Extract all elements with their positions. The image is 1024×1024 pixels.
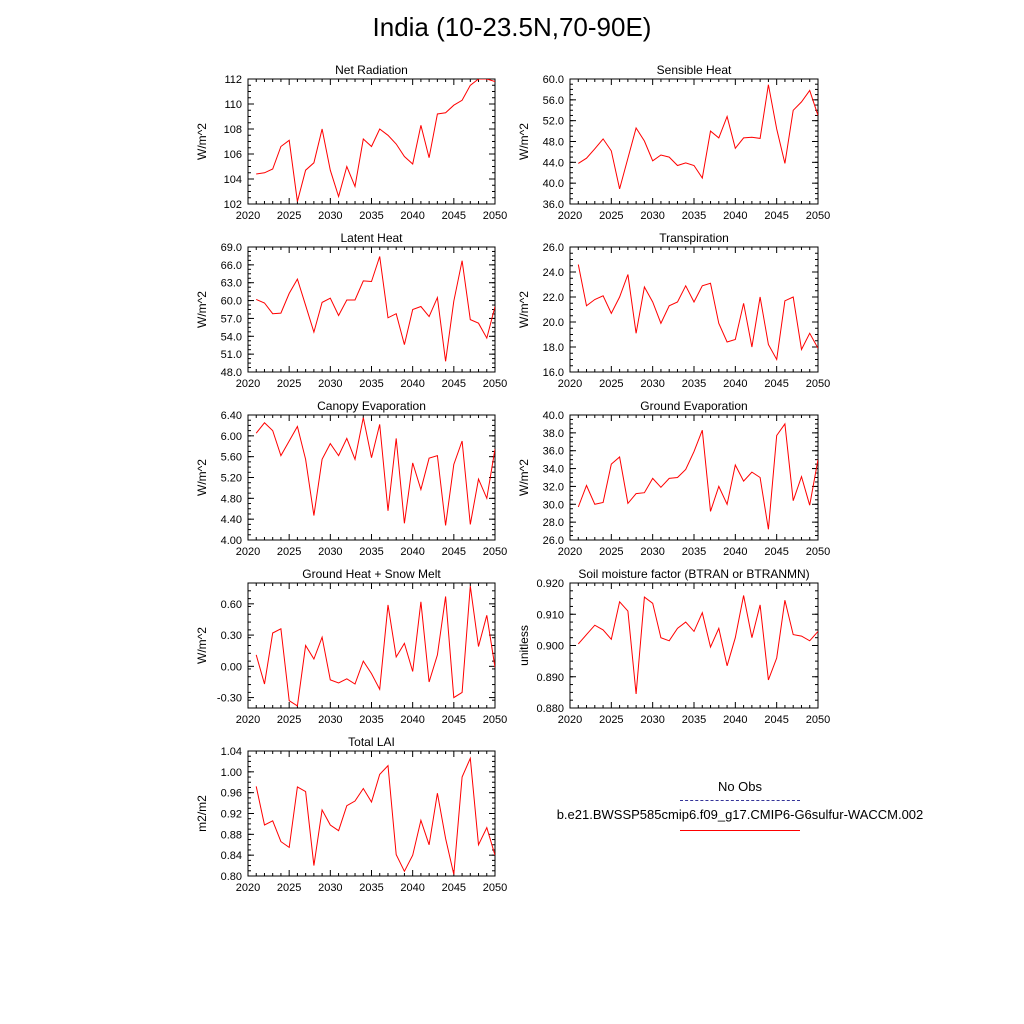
x-tick-label: 2035 — [681, 210, 707, 222]
y-axis-label: W/m^2 — [517, 291, 531, 328]
y-axis-label: W/m^2 — [195, 627, 209, 664]
series-line — [256, 79, 495, 202]
plot-frame — [570, 583, 818, 708]
y-tick-label: 110 — [224, 99, 242, 111]
x-tick-label: 2035 — [681, 714, 707, 726]
y-tick-label: 0.910 — [536, 609, 564, 622]
y-tick-label: 1.00 — [220, 766, 242, 779]
plot-frame — [248, 79, 495, 204]
y-axis-label: W/m^2 — [517, 123, 531, 160]
x-tick-label: 2020 — [235, 882, 261, 894]
x-tick-label: 2025 — [599, 546, 624, 558]
x-tick-label: 2045 — [441, 714, 467, 726]
series-line — [256, 418, 495, 526]
y-tick-label: 0.00 — [220, 661, 242, 674]
legend-obs-label: No Obs — [717, 779, 763, 794]
series-line — [578, 596, 818, 694]
y-tick-label: 48.0 — [542, 136, 564, 149]
x-tick-label: 2045 — [441, 378, 467, 390]
y-tick-label: 112 — [224, 74, 242, 86]
panel-title: Soil moisture factor (BTRAN or BTRANMN) — [578, 567, 810, 581]
x-tick-label: 2050 — [482, 546, 508, 558]
y-tick-label: 32.0 — [542, 481, 564, 494]
x-tick-label: 2020 — [235, 378, 261, 390]
x-tick-label: 2030 — [318, 714, 343, 726]
x-tick-label: 2050 — [805, 378, 831, 390]
plot-frame — [248, 247, 495, 372]
y-tick-label: 28.0 — [542, 517, 564, 530]
x-tick-label: 2035 — [681, 546, 707, 558]
y-tick-label: 4.40 — [220, 514, 242, 527]
x-tick-label: 2040 — [400, 714, 425, 726]
chart-panel — [195, 735, 507, 894]
plot-frame — [248, 751, 495, 876]
y-tick-label: 0.96 — [220, 787, 242, 800]
y-tick-label: 34.0 — [542, 463, 564, 476]
y-tick-label: 40.0 — [542, 410, 564, 422]
plot-frame — [248, 415, 495, 540]
y-tick-label: 51.0 — [220, 349, 242, 362]
y-tick-label: 20.0 — [542, 317, 564, 329]
x-tick-label: 2020 — [557, 378, 583, 390]
x-tick-label: 2040 — [400, 210, 425, 222]
x-tick-label: 2030 — [318, 546, 343, 558]
chart-panel — [517, 399, 830, 558]
chart-panel — [517, 567, 830, 726]
x-tick-label: 2035 — [359, 546, 384, 558]
legend-case-label: b.e21.BWSSP585cmip6.f09_g17.CMIP6-G6sulfur-WACCM.002 — [556, 807, 924, 822]
series-line — [256, 758, 495, 874]
y-tick-label: 60.0 — [542, 74, 564, 86]
y-tick-label: 54.0 — [220, 331, 242, 344]
x-tick-label: 2040 — [400, 378, 425, 390]
y-tick-label: 30.0 — [542, 499, 564, 512]
x-tick-label: 2045 — [764, 546, 789, 558]
y-tick-label: 0.890 — [536, 671, 564, 684]
y-tick-label: 102 — [223, 199, 242, 211]
y-tick-label: 60.0 — [220, 295, 242, 308]
panel-title: Latent Heat — [340, 231, 403, 245]
y-tick-label: 0.60 — [220, 598, 242, 611]
y-tick-label: 26.0 — [542, 242, 564, 254]
series-line — [578, 424, 818, 529]
x-tick-label: 2025 — [276, 378, 302, 390]
x-tick-label: 2025 — [276, 714, 302, 726]
x-tick-label: 2020 — [557, 714, 583, 726]
panel-title: Sensible Heat — [656, 63, 732, 77]
y-tick-label: 36.0 — [542, 199, 564, 211]
plot-frame — [570, 247, 818, 372]
x-tick-label: 2030 — [640, 378, 665, 390]
x-tick-label: 2025 — [599, 210, 624, 222]
x-tick-label: 2035 — [359, 210, 384, 222]
legend-case-line — [680, 830, 800, 831]
y-tick-label: 56.0 — [542, 94, 564, 107]
chart-panel — [517, 63, 830, 222]
x-tick-label: 2035 — [359, 714, 384, 726]
x-tick-label: 2040 — [723, 714, 748, 726]
y-tick-label: 6.00 — [220, 430, 242, 443]
x-tick-label: 2030 — [318, 378, 343, 390]
y-tick-label: 52.0 — [542, 115, 564, 128]
x-tick-label: 2050 — [482, 882, 508, 894]
panel-title: Total LAI — [348, 735, 395, 749]
x-tick-label: 2025 — [276, 546, 302, 558]
series-line — [578, 85, 818, 189]
y-tick-label: 24.0 — [542, 267, 564, 279]
x-tick-label: 2050 — [482, 714, 508, 726]
y-tick-label: 63.0 — [220, 277, 242, 290]
x-tick-label: 2050 — [805, 210, 831, 222]
y-tick-label: 22.0 — [542, 292, 564, 304]
panel-title: Transpiration — [659, 231, 729, 245]
x-tick-label: 2045 — [441, 210, 467, 222]
x-tick-label: 2050 — [482, 378, 508, 390]
y-tick-label: 18.0 — [542, 342, 564, 354]
y-axis-label: W/m^2 — [517, 459, 531, 496]
y-tick-label: 0.900 — [536, 640, 564, 653]
y-axis-label: W/m^2 — [195, 459, 209, 496]
y-tick-label: 66.0 — [220, 259, 242, 272]
y-axis-label: W/m^2 — [195, 123, 209, 160]
chart-panel — [195, 63, 507, 222]
panel-title: Ground Heat + Snow Melt — [302, 567, 441, 581]
x-tick-label: 2020 — [235, 210, 261, 222]
y-tick-label: 40.0 — [542, 178, 564, 191]
chart-panel — [195, 567, 507, 726]
chart-panel — [517, 231, 830, 390]
x-tick-label: 2020 — [557, 210, 583, 222]
y-tick-label: 0.88 — [220, 829, 242, 842]
y-axis-label: unitless — [517, 625, 531, 666]
y-tick-label: 38.0 — [542, 427, 564, 440]
x-tick-label: 2035 — [681, 378, 707, 390]
x-tick-label: 2035 — [359, 882, 384, 894]
y-tick-label: 0.880 — [536, 703, 564, 715]
x-tick-label: 2025 — [599, 714, 624, 726]
y-tick-label: 1.04 — [220, 746, 242, 758]
chart-panel — [195, 231, 507, 390]
y-axis-label: W/m^2 — [195, 291, 209, 328]
y-tick-label: 4.00 — [220, 535, 242, 547]
y-tick-label: 26.0 — [542, 535, 564, 547]
x-tick-label: 2045 — [441, 546, 467, 558]
x-tick-label: 2045 — [441, 882, 467, 894]
x-tick-label: 2040 — [400, 882, 425, 894]
x-tick-label: 2045 — [764, 378, 789, 390]
series-line — [256, 257, 495, 362]
x-tick-label: 2040 — [723, 210, 748, 222]
x-tick-label: 2025 — [276, 882, 302, 894]
plot-frame — [570, 415, 818, 540]
y-tick-label: 0.80 — [220, 871, 242, 883]
y-tick-label: -0.30 — [216, 692, 242, 705]
x-tick-label: 2030 — [318, 882, 343, 894]
panel-title: Ground Evaporation — [640, 399, 748, 413]
panel-title: Canopy Evaporation — [317, 399, 426, 413]
x-tick-label: 2045 — [764, 210, 789, 222]
chart-panel — [195, 399, 507, 558]
y-tick-label: 16.0 — [542, 367, 564, 379]
y-tick-label: 4.80 — [220, 493, 242, 506]
y-tick-label: 5.60 — [220, 451, 242, 464]
x-tick-label: 2050 — [805, 714, 831, 726]
x-tick-label: 2025 — [276, 210, 302, 222]
y-tick-label: 104 — [223, 174, 242, 186]
x-tick-label: 2020 — [235, 546, 261, 558]
page-title: India (10-23.5N,70-90E) — [372, 12, 652, 42]
y-tick-label: 0.92 — [220, 808, 242, 821]
x-tick-label: 2025 — [599, 378, 624, 390]
y-tick-label: 6.40 — [220, 410, 242, 422]
x-tick-label: 2030 — [640, 546, 665, 558]
y-tick-label: 108 — [223, 124, 242, 136]
y-tick-label: 5.20 — [220, 472, 242, 485]
x-tick-label: 2020 — [235, 714, 261, 726]
x-tick-label: 2040 — [400, 546, 425, 558]
x-tick-label: 2030 — [640, 714, 665, 726]
x-tick-label: 2035 — [359, 378, 384, 390]
y-tick-label: 69.0 — [220, 242, 242, 254]
plot-frame — [248, 583, 495, 708]
y-tick-label: 48.0 — [220, 367, 242, 379]
panel-title: Net Radiation — [335, 63, 408, 77]
y-tick-label: 0.84 — [220, 850, 242, 863]
x-tick-label: 2030 — [318, 210, 343, 222]
y-tick-label: 0.920 — [536, 578, 564, 590]
x-tick-label: 2045 — [764, 714, 789, 726]
plot-frame — [570, 79, 818, 204]
x-tick-label: 2030 — [640, 210, 665, 222]
y-tick-label: 106 — [223, 149, 242, 161]
y-tick-label: 44.0 — [542, 157, 564, 170]
legend-obs-line — [680, 800, 800, 801]
x-tick-label: 2050 — [482, 210, 508, 222]
y-tick-label: 0.30 — [220, 630, 242, 643]
x-tick-label: 2050 — [805, 546, 831, 558]
y-axis-label: m2/m2 — [195, 795, 209, 832]
x-tick-label: 2040 — [723, 546, 748, 558]
series-line — [256, 586, 495, 706]
series-line — [578, 265, 818, 360]
y-tick-label: 57.0 — [220, 313, 242, 326]
y-tick-label: 36.0 — [542, 445, 564, 458]
x-tick-label: 2020 — [557, 546, 583, 558]
x-tick-label: 2040 — [723, 378, 748, 390]
